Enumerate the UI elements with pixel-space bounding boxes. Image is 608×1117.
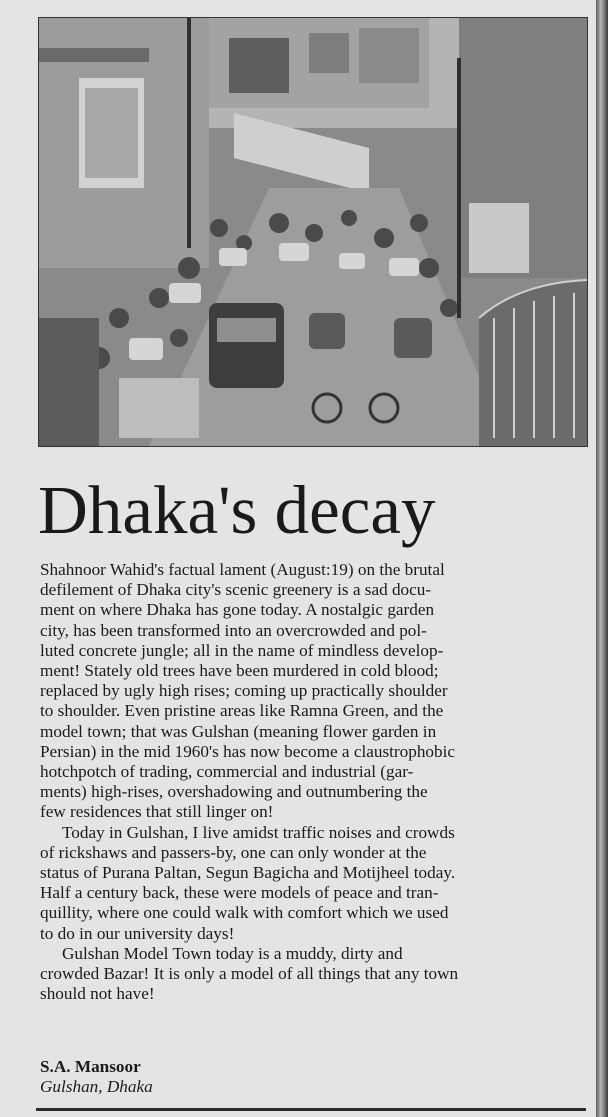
text-line: replaced by ugly high rises; coming up practically shoulder — [40, 681, 448, 701]
text-line: Half a century back, these were models of peace and tran- — [40, 883, 439, 903]
text-line: status of Purana Paltan, Segun Bagicha and Motijheel today. — [40, 863, 456, 883]
text-line: should not have! — [40, 984, 155, 1004]
text-line: luted concrete jungle; all in the name of mindless develop- — [40, 640, 444, 660]
text-line: Gulshan Model Town today is a muddy, dirty and — [62, 943, 403, 963]
byline — [40, 1057, 153, 1097]
paragraph — [40, 823, 592, 944]
scan-edge — [596, 0, 608, 1117]
bottom-rule — [36, 1108, 586, 1111]
street-photo — [38, 17, 588, 447]
paragraph — [40, 560, 592, 823]
text-line: Today in Gulshan, I live amidst traffic noises and crowds — [62, 822, 455, 842]
text-line: ment on where Dhaka has gone today. A nostalgic garden — [40, 600, 435, 620]
text-line: of rickshaws and passers-by, one can only wonder at the — [40, 842, 427, 862]
text-line: defilement of Dhaka city's scenic greenery is a sad docu- — [40, 580, 432, 600]
letter-body — [40, 560, 592, 1004]
text-line: model town; that was Gulshan (meaning flower garden in — [40, 721, 437, 741]
text-line: hotchpotch of trading, commercial and industrial (gar- — [40, 762, 414, 782]
crowded-street-photo-illustration — [39, 18, 587, 446]
paragraph — [40, 944, 592, 1005]
text-line: to do in our university days! — [40, 923, 235, 943]
text-line: Shahnoor Wahid's factual lament (August:19) on the brutal — [40, 560, 445, 579]
headline: Dhaka's decay — [38, 472, 436, 548]
text-line: ment! Stately old trees have been murdered in cold blood; — [40, 661, 439, 681]
text-line: crowded Bazar! It is only a model of all things that any town — [40, 964, 459, 984]
text-line: few residences that still linger on! — [40, 802, 274, 822]
text-line: city, has been transformed into an overcrowded and pol- — [40, 620, 427, 640]
author-location: Gulshan, Dhaka — [40, 1077, 153, 1097]
text-line: to shoulder. Even pristine areas like Ramna Green, and the — [40, 701, 444, 721]
text-line: quillity, where one could walk with comfort which we used — [40, 903, 449, 923]
text-line: Persian) in the mid 1960's has now become a claustrophobic — [40, 741, 456, 761]
text-line: ments) high-rises, overshadowing and outnumbering the — [40, 782, 428, 802]
author-name: S.A. Mansoor — [40, 1057, 141, 1076]
